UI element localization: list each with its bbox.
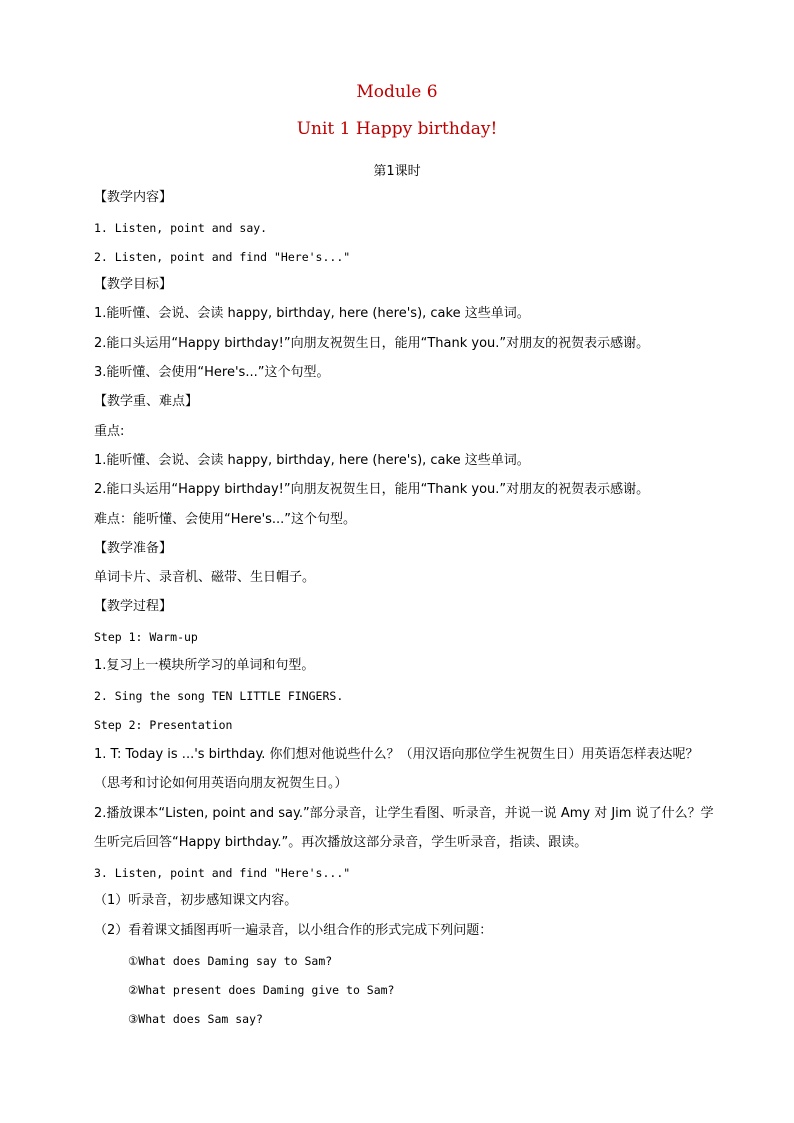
difficulty: 难点：能听懂、会使用“Here's...”这个句型。 — [94, 512, 357, 527]
process-heading: 【教学过程】 — [94, 599, 173, 614]
step2-sub-2: （2）看着课文插图再听一遍录音，以小组合作的形式完成下列问题： — [94, 923, 493, 938]
content-item: 1. Listen, point and say. — [94, 221, 268, 235]
lesson-label: 第1课时 — [373, 164, 421, 179]
prep-text: 单词卡片、录音机、磁带、生日帽子。 — [94, 570, 316, 585]
step1-title: Step 1: Warm-up — [94, 630, 198, 644]
step2-item-2: 2.播放课本“Listen, point and say.”部分录音，让学生看图、听录音，并说一说 Amy 对 Jim 说了什么？学生听完后回答“Happy birthday.”。再次播放这部分录音，学生听录音，指读、跟读。 — [94, 806, 714, 850]
question-item: ②What present does Daming give to Sam? — [128, 983, 395, 997]
content-heading: 【教学内容】 — [94, 190, 173, 205]
step2-sub-1: （1）听录音，初步感知课文内容。 — [94, 893, 298, 908]
key-point: 2.能口头运用“Happy birthday!”向朋友祝贺生日，能用“Thank you.”对朋友的祝贺表示感谢。 — [94, 482, 650, 497]
question-item: ①What does Daming say to Sam? — [128, 954, 333, 968]
step2-title: Step 2: Presentation — [94, 718, 233, 732]
step2-item-3: 3. Listen, point and find "Here's..." — [94, 866, 351, 880]
unit-title: Unit 1 Happy birthday! — [296, 119, 498, 139]
goal-item: 1.能听懂、会说、会读 happy, birthday, here (here's), cake 这些单词。 — [94, 306, 530, 321]
step1-item: 2. Sing the song TEN LITTLE FINGERS. — [94, 689, 344, 703]
goals-heading: 【教学目标】 — [94, 277, 173, 292]
content-item: 2. Listen, point and find "Here's..." — [94, 250, 351, 264]
module-title: Module 6 — [356, 82, 438, 102]
goal-item: 3.能听懂、会使用“Here's...”这个句型。 — [94, 365, 330, 380]
step1-item: 1.复习上一模块所学习的单词和句型。 — [94, 658, 315, 673]
key-heading: 【教学重、难点】 — [94, 394, 199, 409]
key-point: 1.能听懂、会说、会读 happy, birthday, here (here's), cake 这些单词。 — [94, 453, 530, 468]
question-item: ③What does Sam say? — [128, 1012, 263, 1026]
step2-item-1: 1. T: Today is ...'s birthday. 你们想对他说些什么？（用汉语向那位学生祝贺生日）用英语怎样表达呢？（思考和讨论如何用英语向朋友祝贺生日。） — [94, 747, 699, 791]
key-label: 重点: — [94, 424, 125, 439]
goal-item: 2.能口头运用“Happy birthday!”向朋友祝贺生日，能用“Thank you.”对朋友的祝贺表示感谢。 — [94, 336, 650, 351]
prep-heading: 【教学准备】 — [94, 541, 173, 556]
